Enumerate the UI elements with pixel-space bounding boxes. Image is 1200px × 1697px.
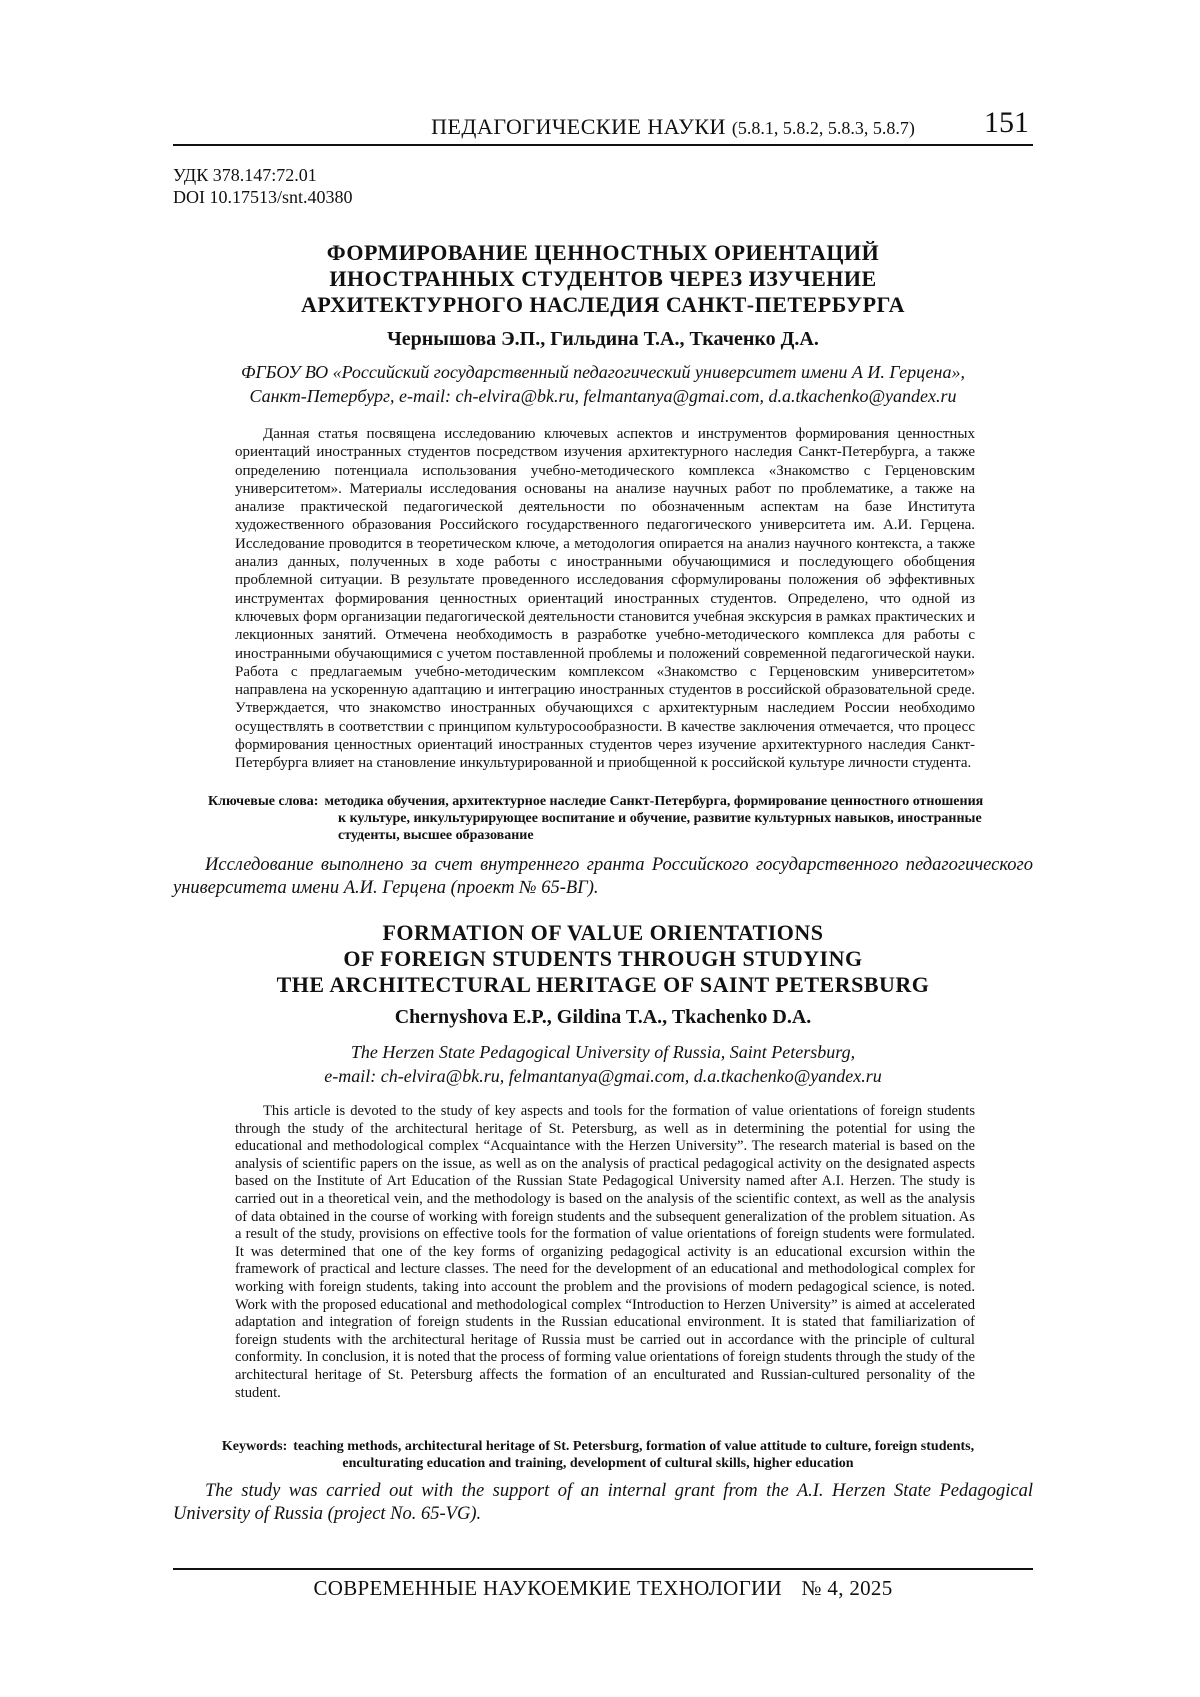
abstract-en: This article is devoted to the study of key aspects and tools for the formation of value orientations of foreign students through the study of the architectural heritage of St. Petersburg, as well as in determining the potential for using the educational and methodological complex “Acquaintance with the Herzen University”. The research material is based on the analysis of scientific papers on the issue, as well as on the analysis of practical pedagogical activity on the designated aspects based on the Institute of Art Education of the Russian State Pedagogical University named after A.I. Herzen. The study is carried out in a theoretical vein, and the methodology is based on the analysis of the scientific context, as well as the analysis of data obtained in the course of working with foreign students and the subsequent generalization of the problem situation. As a result of the study, provisions on effective tools for the formation of value orientations of foreign students were formulated. It was determined that one of the key forms of organizing pedagogical activity is an educational excursion within the framework of practical and lecture classes. The need for the development of an educational and methodological complex for working with foreign students, taking into account the problem and the provisions of modern pedagogical science, is noted. Work with the proposed educational and methodological complex “Introduction to Herzen University” is aimed at accelerated adaptation and integration of foreign students in the Russian educational environment. It is stated that familiarization of foreign students with the architectural heritage of Russia must be carried out in accordance with the principle of cultural conformity. In conclusion, it is noted that the process of forming value orientations of foreign students through the study of the architectural heritage of St. Petersburg affects the formation of an enculturated and Russian-cultured personality of the student. <box>235 1103 975 1401</box>
title-ru <box>173 240 1033 318</box>
affiliation-ru <box>173 360 1033 408</box>
page-number: 151 <box>984 106 1029 139</box>
udk-code: УДК 378.147:72.01 <box>173 165 317 185</box>
affiliation-en <box>173 1040 1033 1088</box>
affiliation-en-line: The Herzen State Pedagogical University of Russia, Saint Petersburg, <box>350 1042 856 1062</box>
title-ru-line: ИНОСТРАННЫХ СТУДЕНТОВ ЧЕРЕЗ ИЗУЧЕНИЕ <box>329 266 877 291</box>
article-identifiers <box>173 164 353 208</box>
title-en <box>173 920 1033 998</box>
keywords-ru-label: Ключевые слова: <box>208 794 319 809</box>
section-title <box>363 114 983 140</box>
running-header <box>173 104 1033 146</box>
keywords-en <box>208 1438 988 1472</box>
doi: DOI 10.17513/snt.40380 <box>173 187 353 207</box>
journal-name: СОВРЕМЕННЫЕ НАУКОЕМКИЕ ТЕХНОЛОГИИ <box>313 1576 782 1600</box>
keywords-en-list: teaching methods, architectural heritage of St. Petersburg, formation of value attitude to culture, foreign students, enculturating education and training, development of cultural skills, higher education <box>293 1439 975 1471</box>
affiliation-en-line: e-mail: ch-elvira@bk.ru, felmantanya@gmai.com, d.a.tkachenko@yandex.ru <box>324 1066 882 1086</box>
title-en-line: THE ARCHITECTURAL HERITAGE OF SAINT PETERSBURG <box>276 972 930 997</box>
keywords-ru-list: методика обучения, архитектурное наследие Санкт-Петербурга, формирование ценностного отношения к культуре, инкультурирующее воспитание и обучение, развитие культурных навыков, иностранные студенты, высшее образование <box>324 794 984 843</box>
title-en-line: OF FOREIGN STUDENTS THROUGH STUDYING <box>343 946 863 971</box>
affiliation-ru-line: ФГБОУ ВО «Российский государственный педагогический университет имени А И. Герцена», <box>241 362 965 382</box>
affiliation-ru-line: Санкт-Петербург, e-mail: ch-elvira@bk.ru, felmantanya@gmai.com, d.a.tkachenko@yandex.ru <box>249 386 957 406</box>
title-ru-line: АРХИТЕКТУРНОГО НАСЛЕДИЯ САНКТ-ПЕТЕРБУРГА <box>300 292 906 317</box>
title-ru-line: ФОРМИРОВАНИЕ ЦЕННОСТНЫХ ОРИЕНТАЦИЙ <box>326 240 880 265</box>
grant-en: The study was carried out with the support of an internal grant from the A.I. Herzen State Pedagogical University of Russia (project No. 65-VG). <box>173 1481 1033 1524</box>
authors-en: Chernyshova E.P., Gildina T.A., Tkachenko D.A. <box>394 1006 812 1028</box>
journal-issue: № 4, 2025 <box>801 1576 893 1600</box>
authors-ru: Чернышова Э.П., Гильдина Т.А., Ткаченко Д.А. <box>387 328 819 350</box>
abstract-ru: Данная статья посвящена исследованию ключевых аспектов и инструментов формирования ценностных ориентаций иностранных студентов посредством изучения архитектурного наследия Санкт-Петербурга, а также определению потенциала использования учебно-методического комплекса «Знакомство с Герценовским университетом». Материалы исследования основаны на анализе научных работ по проблематике, а также на анализе практической педагогической деятельности по обозначенным аспектам на базе Института художественного образования Российского государственного педагогического университета им. А.И. Герцена. Исследование проводится в теоретическом ключе, а методология опирается на анализ научного контекста, а также анализ данных, полученных в ходе работы с иностранными обучающимися и последующего обобщения проблемной ситуации. В результате проведенного исследования сформулированы положения об эффективных инструментах формирования ценностных ориентаций иностранных студентов. Определено, что одной из ключевых форм организации педагогической деятельности становится учебная экскурсия в рамках практических и лекционных занятий. Отмечена необходимость в разработке учебно-методического комплекса для работы с иностранными обучающимися с учетом поставленной проблемы и положений современной педагогической науки. Работа с предлагаемым учебно-методическим комплексом «Знакомство с Герценовским университетом» направлена на ускоренную адаптацию и интеграцию иностранных студентов в российской образовательной среде. Утверждается, что знакомство иностранных обучающихся с архитектурным наследием России необходимо осуществлять в соответствии с принципом культуросообразности. В качестве заключения отмечается, что процесс формирования ценностных ориентаций иностранных студентов через изучение архитектурного наследия Санкт-Петербурга влияет на становление инкультурированной и приобщенной к российской культуре личности студента. <box>235 426 975 772</box>
grant-ru: Исследование выполнено за счет внутреннего гранта Российского государственного педагогического университета имени А.И. Герцена (проект № 65-ВГ). <box>173 855 1033 898</box>
keywords-en-label: Keywords: <box>221 1439 288 1454</box>
title-en-line: FORMATION OF VALUE ORIENTATIONS <box>382 920 824 945</box>
section-name: ПЕДАГОГИЧЕСКИЕ НАУКИ <box>431 114 726 139</box>
keywords-ru <box>208 793 988 844</box>
running-footer <box>173 1568 1033 1601</box>
section-codes: (5.8.1, 5.8.2, 5.8.3, 5.8.7) <box>731 118 915 138</box>
